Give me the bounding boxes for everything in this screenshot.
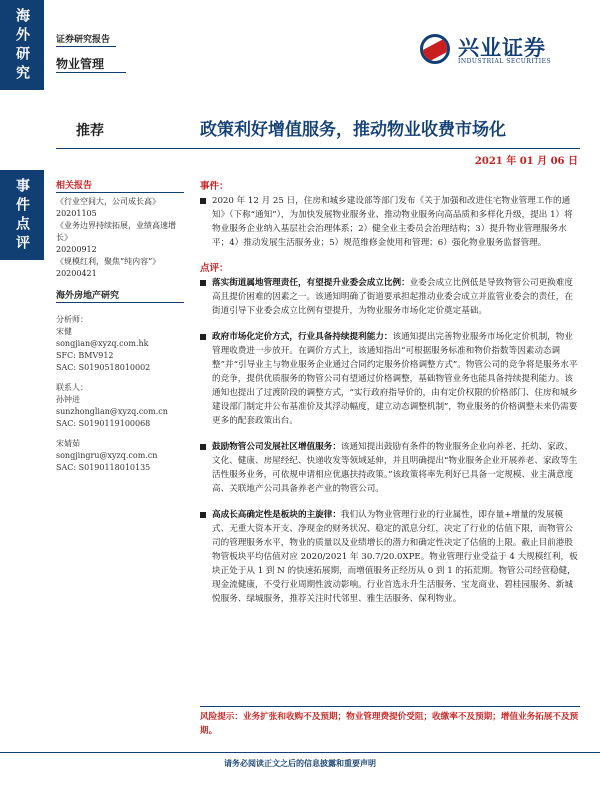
- report-date: 2021 年 01 月 06 日: [474, 156, 578, 167]
- footer-divider: [0, 752, 600, 753]
- bullet-lead: 落实街道属地管理责任，有望提升业委会成立比例：: [212, 278, 410, 288]
- contact-label: 联系人：: [56, 383, 88, 392]
- section-band-mid: [0, 170, 44, 260]
- report-title: 政策利好增值服务，推动物业收费市场化: [200, 120, 506, 140]
- related-item-date: 20201105: [56, 209, 97, 218]
- event-text: 2020 年 12 月 25 日，住房和城乡建设部等部门发布《关于加强和改进住宅物业管理工作的通知》（下称“通知”），为加快发展物业服务业、推动物业服务向高品质和多样化升级，提出 1）将物业服务企业纳入基层社会治理体系；2）健全业主委员会治理结构；3）提升物业管理服务水平；4）推动发展生活服务业；5）规范维修金使用和管理；6）强化物业服务监督管理。: [212, 196, 573, 248]
- logo-mark-icon: [420, 34, 450, 64]
- main-column: [200, 180, 580, 618]
- contact-name: 孙钟进: [56, 395, 80, 404]
- contact-email[interactable]: songjingru@xyzq.com.cn: [56, 451, 158, 460]
- related-item[interactable]: 《业务边界持续拓展，业绩高速增长》: [56, 221, 176, 242]
- bullet-text: 该通知提出鼓励有条件的物业服务企业向养老、托幼、家政、文化、健康、房屋经纪、快递收发等领域延伸，并且明确提出“物业服务企业开展养老、家政等生活性服务业务，可依规申请相应优惠扶持政策。”该政策将率先利好已具备一定规模、业主满意度高、关联地产公司具备养老产业的物管公司。: [212, 442, 578, 494]
- bullet-square-icon: [200, 444, 206, 450]
- bullet-text: 该通知提出完善物业服务市场化定价机制，物业管理收费进一步放开。在调价方式上，该通知指出“可根据服务标准和物价指数等因素动态调整”并“引导业主与物业服务企业通过合同约定服务价格调整方式”。物管公司的竞争将是服务水平的竞争，提供优质服务的物管公司有望通过价格调整，基础物管业务也能具备持续提利能力。该通知也提出了过渡阶段的调整方式，“实行政府指导价的，由有定价权限的价格部门、住房和城乡建设部门制定并公布基准价及其浮动幅度，建立动态调整机制”，物业服务的价格调整未来仍需要更多的配套政策出台。: [212, 332, 578, 426]
- footer-disclaimer[interactable]: 请务必阅读正文之后的信息披露和重要声明: [224, 758, 376, 768]
- analyst-sfc: SFC: BMV912: [56, 351, 114, 360]
- title-divider: [56, 148, 580, 149]
- side-column: [56, 180, 184, 474]
- section-band-top: [0, 0, 44, 90]
- contact-sac: SAC: S0190118010135: [56, 463, 151, 472]
- report-type: 证券研究报告: [56, 35, 111, 45]
- related-heading: 相关报告: [56, 180, 184, 193]
- contact-name: 宋婧茹: [56, 439, 80, 448]
- contact-sac: SAC: S0190119100068: [56, 419, 151, 428]
- industry-divider: [56, 72, 126, 73]
- event-bullet: [200, 194, 580, 254]
- industry-label: 物业管理: [56, 57, 105, 71]
- band-top-text: 海外研究: [14, 8, 30, 84]
- bullet-square-icon: [200, 280, 206, 286]
- comment-bullet: [200, 276, 580, 322]
- bullet-text: 业委会成立比例低是导致物管公司更换难度高且提价困难的因素之一。该通知明确了街道要承担起推动业委会成立并监管业委会的责任，在街道引导下业委会成立比例有望提升，为物业服务市场化定价奠定基础。: [212, 278, 573, 316]
- team-heading: 海外房地产研究: [56, 290, 184, 303]
- logo-cn-text: 兴业证券: [458, 35, 546, 60]
- bullet-square-icon: [200, 198, 206, 204]
- related-item[interactable]: 《规模红利，聚焦“纯内容”》: [56, 257, 161, 266]
- analyst-label: 分析师：: [56, 315, 88, 324]
- analyst-sac: SAC: S0190518010002: [56, 363, 151, 372]
- bullet-square-icon: [200, 334, 206, 340]
- comment-bullet: [200, 330, 580, 432]
- bullet-lead: 政府市场化定价方式，行业具备持续提利能力：: [212, 332, 393, 342]
- event-heading: 事件：: [200, 181, 229, 192]
- bullet-lead: 高成长高确定性是板块的主旋律：: [212, 510, 341, 520]
- comment-heading: 点评：: [200, 263, 229, 274]
- bullet-lead: 鼓励物管公司发展社区增值服务：: [212, 442, 341, 452]
- band-mid-text: 事件点评: [14, 178, 30, 254]
- comment-bullet: [200, 440, 580, 500]
- analyst-name: 宋健: [56, 327, 72, 336]
- comment-bullet: [200, 508, 580, 610]
- risk-warning: 风险提示：业务扩张和收购不及预期；物业管理费提价受阻；收缴率不及预期；增值业务拓展不及预期。: [200, 706, 580, 738]
- bullet-text: 我们认为物业管理行业的行业属性，即存量+增量的发展模式、无重大资本开支、净现金的财务状况、稳定的派息分红，决定了行业的估值下限，而物管公司的管理服务水平，物业的质量以及业绩增长的潜力和确定性决定了估值的上限。截止目前港股物管板块平均估值对应 2020/2021 年 30.7/20.0XPE。物业管理行业受益于 4 大规模红利，板块正处于从 1 到 N 的快速拓展期，而增值服务正经历从 0 到 1 的拓荒期。物管公司经营稳健，现金流健康，不受行业周期性波动影响。行业首选永升生活服务、宝龙商业、碧桂园服务、新城悦服务、绿城服务，推荐关注时代邻里、雅生活服务、保利物业。: [212, 510, 578, 604]
- rating-label: 推荐: [76, 123, 104, 139]
- analyst-email[interactable]: songjian@xyzq.com.hk: [56, 339, 149, 348]
- bullet-square-icon: [200, 512, 206, 518]
- related-item-date: 20200912: [56, 245, 97, 254]
- company-logo: [420, 32, 580, 70]
- logo-en-text: INDUSTRIAL SECURITIES: [458, 58, 552, 65]
- related-item-date: 20200421: [56, 269, 97, 278]
- related-item[interactable]: 《行业空间大，公司成长高》: [56, 197, 160, 206]
- header-divider: [56, 46, 116, 47]
- contact-email[interactable]: sunzhonglian@xyzq.com.cn: [56, 407, 168, 416]
